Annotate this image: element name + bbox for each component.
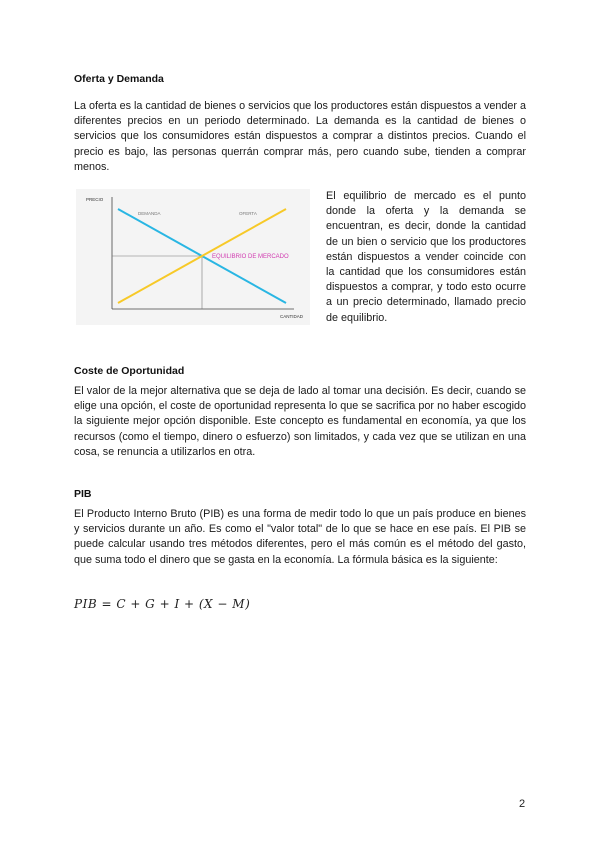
demand-legend-label: DEMANDA [138,211,161,216]
section-title-oferta: Oferta y Demanda [74,73,164,85]
page-number: 2 [519,798,526,810]
x-axis-label: CANTIDAD [280,314,304,319]
supply-legend-label: OFERTA [239,211,257,216]
section-title-pib: PIB [74,488,92,500]
pib-formula: PIB = C + G + I + (X − M) [74,597,251,611]
y-axis-label: PRECIO [86,197,104,202]
equilibrium-label: EQUILIBRIO DE MERCADO [212,254,289,260]
paragraph-equilibrio: El equilibrio de mercado es el punto donde la oferta y la demanda se encuentran, es decir, donde la cantidad de un bien o servicio que los productores están dispuestos a vender coincide con la cantidad que los consumidores están dispuestos a comprar, y todo esto ocurre a un precio determinado, llamado precio de equilibrio. [326,190,526,324]
section-title-coste: Coste de Oportunidad [74,365,185,377]
supply-demand-chart [76,189,310,325]
supply-demand-svg [76,189,310,325]
paragraph-oferta-intro: La oferta es la cantidad de bienes o servicios que los productores están dispuestos a vender a diferentes precios en un periodo determinado. La demanda es la cantidad de bienes o servicios que los consumidores están dispuestos a comprar a distintos precios. Cuando el precio es bajo, las personas querrán comprar más, pero cuando sube, tienden a comprar menos. [74,100,526,173]
paragraph-coste: El valor de la mejor alternativa que se deja de lado al tomar una decisión. Es decir, cuando se elige una opción, el coste de oportunidad representa lo que se sacrifica por no haber escogido la siguiente mejor opción disponible. Este concepto es fundamental en economía, ya que los recursos (como el tiempo, dinero o esfuerzo) son limitados, y cada vez que se utilizan en una cosa, se renuncia a utilizarlos en otra. [74,385,526,458]
paragraph-pib: El Producto Interno Bruto (PIB) es una forma de medir todo lo que un país produce en bienes y servicios durante un año. Es como el "valor total" de lo que se hace en ese país. El PIB se puede calcular usando tres métodos diferentes, pero el más común es el método del gasto, que suma todo el dinero que se gasta en la economía. La fórmula básica es la siguiente: [74,508,526,566]
